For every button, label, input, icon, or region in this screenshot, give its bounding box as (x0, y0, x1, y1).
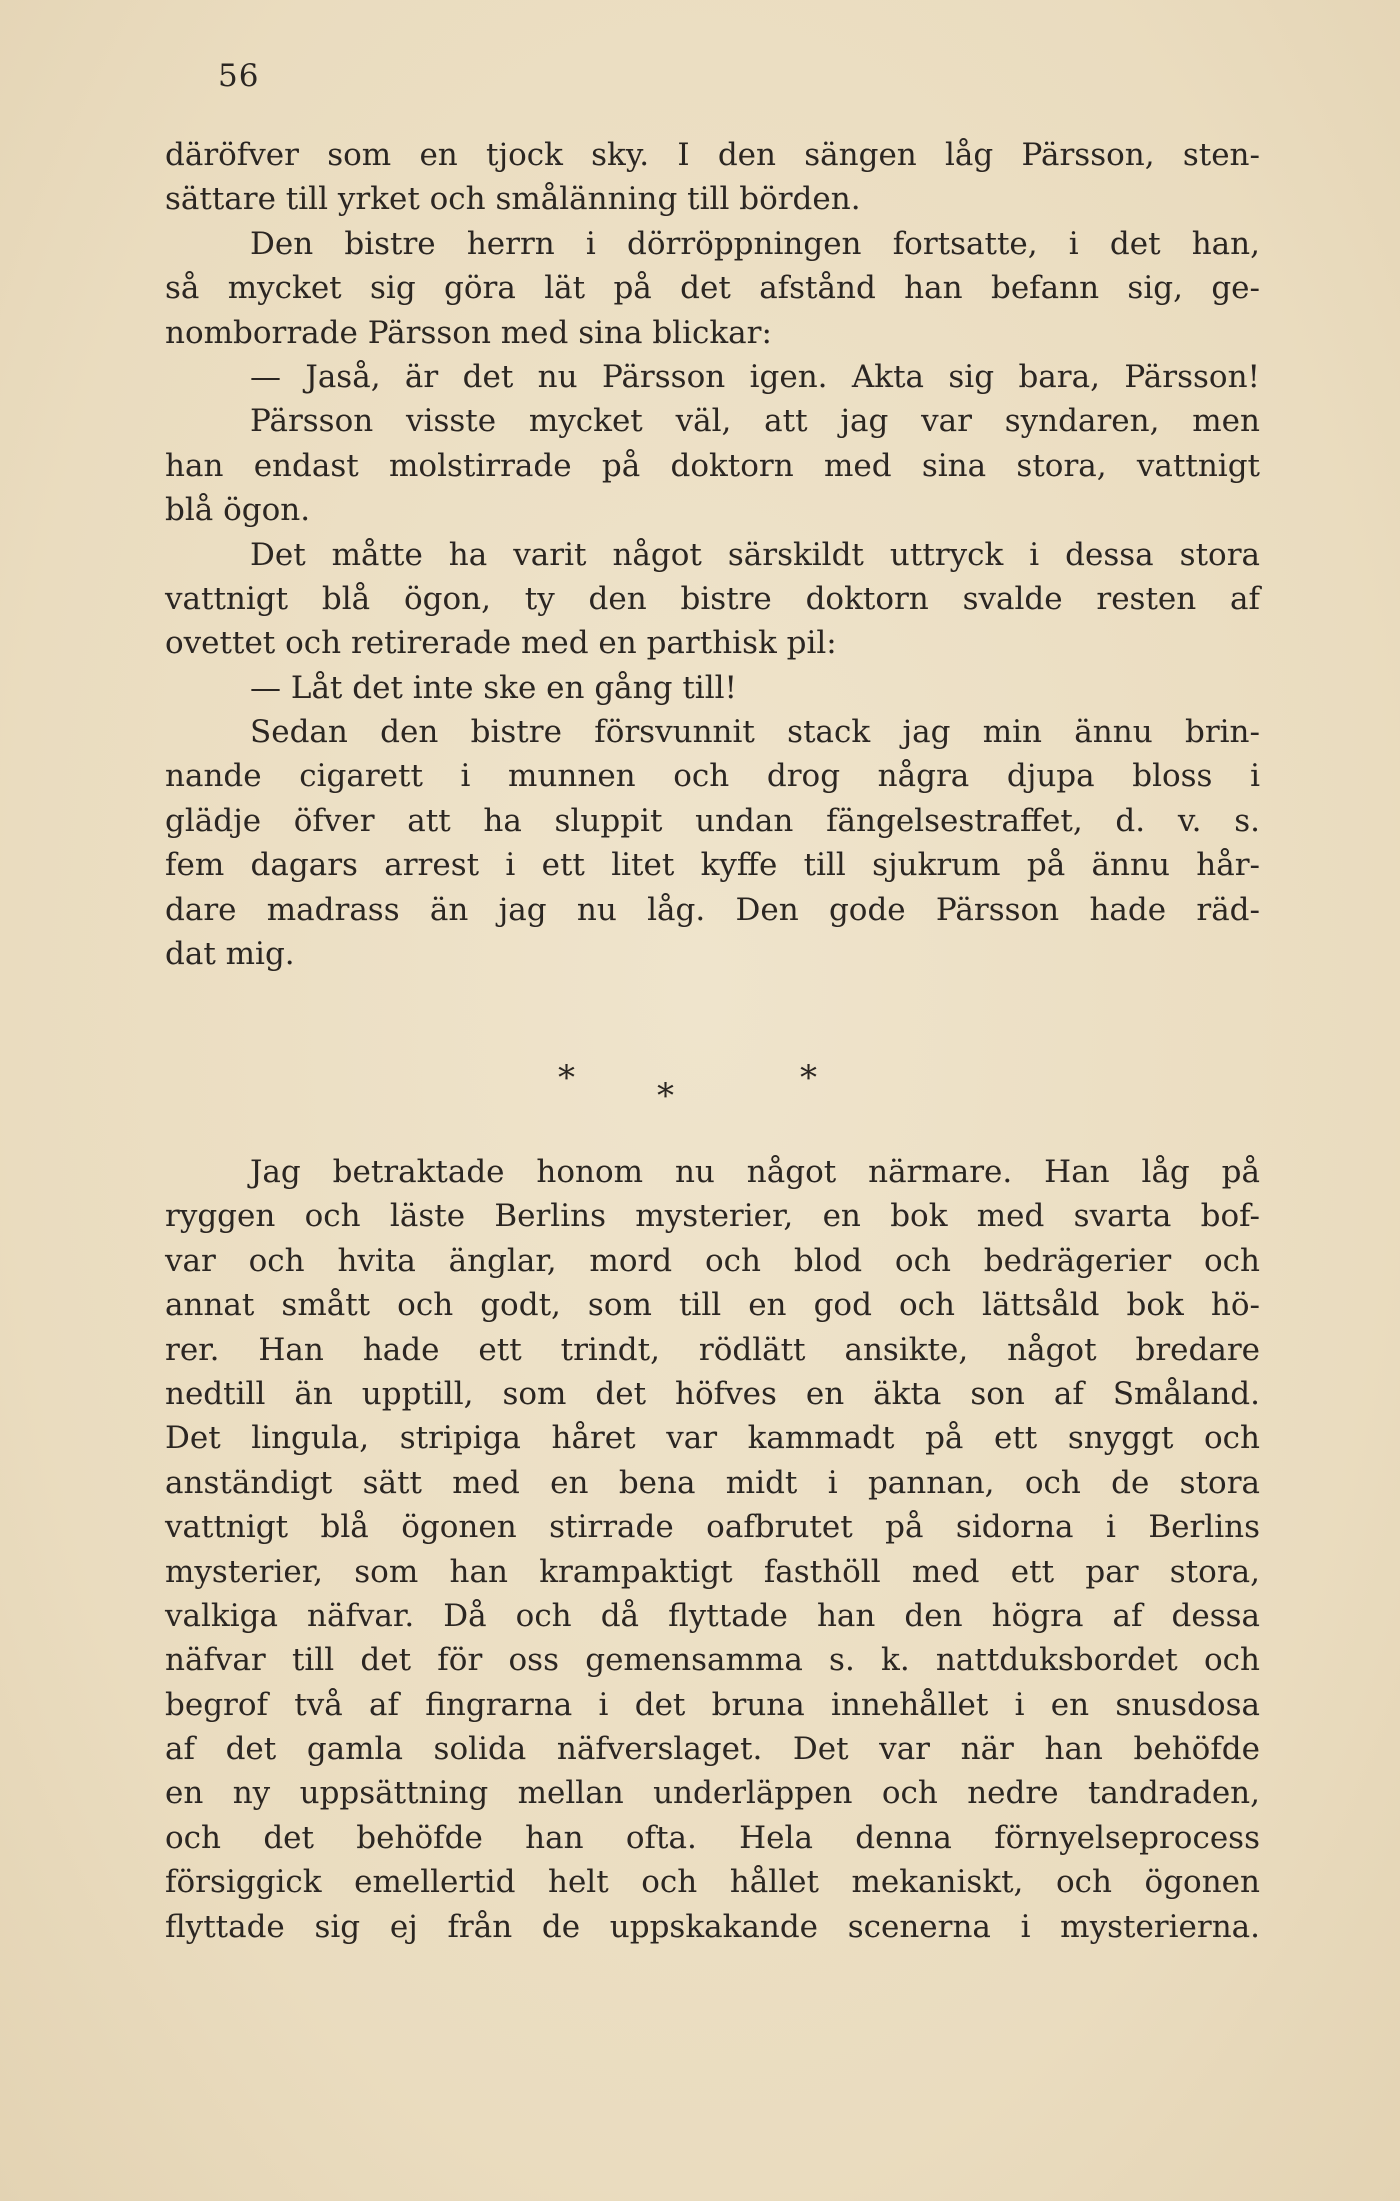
text-line: Det lingula, stripiga håret var kammadt på ett snyggt och (165, 1420, 1260, 1457)
text-line: Pärsson visste mycket väl, att jag var syndaren, men (250, 403, 1260, 440)
page-number: 56 (218, 58, 260, 94)
text-line: däröfver som en tjock sky. I den sängen låg Pärsson, sten- (165, 137, 1260, 173)
text-line: försiggick emellertid helt och hållet mekaniskt, och ögonen (165, 1864, 1260, 1901)
text-line: — Låt det inte ske en gång till! (250, 669, 737, 706)
text-line: mysterier, som han krampaktigt fasthöll med ett par stora, (165, 1553, 1260, 1590)
text-line: Det måtte ha varit något särskildt uttryck i dessa stora (250, 536, 1260, 573)
text-line: sättare till yrket och smålänning till börden. (165, 181, 861, 218)
text-line: en ny uppsättning mellan underläppen och nedre tandraden, (165, 1775, 1260, 1812)
text-line: och det behöfde han ofta. Hela denna förnyelseprocess (165, 1819, 1260, 1856)
text-line: var och hvita änglar, mord och blod och bedrägerier och (165, 1242, 1260, 1279)
text-line: dare madrass än jag nu låg. Den gode Pärsson hade räd- (165, 891, 1260, 928)
text-line: ovettet och retirerade med en parthisk pil: (165, 625, 837, 662)
text-section-2 (165, 1150, 1260, 1949)
text-line: — Jaså, är det nu Pärsson igen. Akta sig bara, Pärsson! (250, 358, 1260, 395)
text-line: vattnigt blå ögonen stirrade oafbrutet på sidorna i Berlins (165, 1509, 1260, 1546)
section-break-asterism (0, 1058, 1400, 1118)
text-line: valkiga näfvar. Då och då flyttade han den högra af dessa (165, 1597, 1260, 1634)
text-line: Jag betraktade honom nu något närmare. Han låg på (250, 1154, 1260, 1190)
text-line: så mycket sig göra lät på det afstånd han befann sig, ge- (165, 270, 1260, 307)
text-line: anständigt sätt med en bena midt i pannan, och de stora (165, 1464, 1260, 1501)
text-line: vattnigt blå ögon, ty den bistre doktorn svalde resten af (165, 580, 1260, 617)
text-line: ryggen och läste Berlins mysterier, en bok med svarta bof- (165, 1198, 1260, 1235)
text-line: Den bistre herrn i dörröppningen fortsatte, i det han, (250, 225, 1260, 262)
text-line: fem dagars arrest i ett litet kyffe till sjukrum på ännu hår- (165, 847, 1260, 884)
asterisk-3: * (800, 1058, 817, 1098)
text-line: han endast molstirrade på doktorn med sina stora, vattnigt (165, 447, 1260, 484)
text-line: nomborrade Pärsson med sina blickar: (165, 314, 772, 351)
text-line: nande cigarett i munnen och drog några djupa bloss i (165, 758, 1260, 795)
text-line: dat mig. (165, 936, 295, 973)
text-line: af det gamla solida näfverslaget. Det var när han behöfde (165, 1731, 1260, 1768)
text-line: glädje öfver att ha sluppit undan fängelsestraffet, d. v. s. (165, 802, 1260, 839)
text-line: näfvar till det för oss gemensamma s. k. nattduksbordet och (165, 1642, 1260, 1679)
asterisk-2: * (657, 1076, 674, 1116)
text-line: Sedan den bistre försvunnit stack jag min ännu brin- (250, 714, 1260, 751)
text-line: flyttade sig ej från de uppskakande scenerna i mysterierna. (165, 1908, 1260, 1945)
asterisk-1: * (558, 1058, 575, 1098)
text-line: blå ögon. (165, 492, 311, 529)
text-line: annat smått och godt, som till en god och lättsåld bok hö- (165, 1287, 1260, 1324)
text-line: rer. Han hade ett trindt, rödlätt ansikte, något bredare (165, 1331, 1260, 1368)
text-section-1 (165, 133, 1260, 976)
text-line: nedtill än upptill, som det höfves en äkta son af Småland. (165, 1375, 1260, 1412)
text-line: begrof två af fingrarna i det bruna innehållet i en snusdosa (165, 1686, 1260, 1723)
